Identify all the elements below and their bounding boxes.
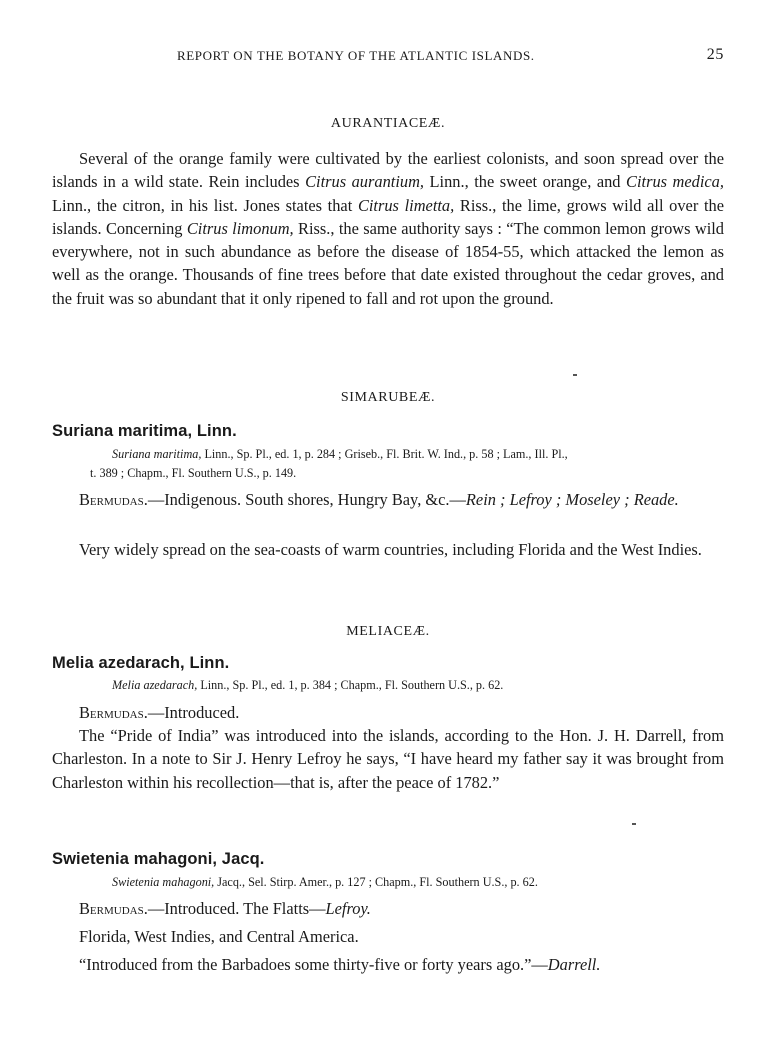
species-name-suriana: Suriana maritima, Linn. xyxy=(52,422,237,440)
print-speck xyxy=(632,823,636,825)
distribution-swietenia: Florida, West Indies, and Central America. xyxy=(79,927,359,946)
taxon-citrus-limetta: Citrus limetta, xyxy=(357,195,455,215)
page-number: 25 xyxy=(706,46,724,63)
note-melia: The “Pride of India” was introduced into the islands, according to the Hon. J. H. Darrell, from Charleston. In a note to Sir J. Henry Lefroy he says, “I have heard my father say it was brought from Charleston within his recollection—that is, after the peace of 1782.” xyxy=(52,726,724,792)
section-heading-aurantiaceae: AURANTIACEÆ. xyxy=(330,116,446,131)
print-speck xyxy=(573,374,577,376)
taxon-citrus-aurantium: Citrus aurantium, xyxy=(305,172,425,192)
reference-melia: Melia azedarach, Linn., Sp. Pl., ed. 1, p. 384 ; Chapm., Fl. Southern U.S., p. 62. xyxy=(112,678,504,692)
locality-melia: Bermudas.—Introduced. xyxy=(79,703,240,722)
running-title: REPORT ON THE BOTANY OF THE ATLANTIC ISLANDS. xyxy=(177,48,535,63)
section-heading-meliaceae: MELIACEÆ. xyxy=(346,624,430,639)
reference-suriana: Suriana maritima, Linn., Sp. Pl., ed. 1, p. 284 ; Griseb., Fl. Brit. W. Ind., p. 58 ; Lam., Ill. Pl., t. 389 ; Chapm., Fl. Southern U.S., p. 149. xyxy=(90,447,568,480)
reference-swietenia: Swietenia mahagoni, Jacq., Sel. Stirp. Amer., p. 127 ; Chapm., Fl. Southern U.S., p. 62. xyxy=(112,875,538,889)
species-name-melia: Melia azedarach, Linn. xyxy=(52,654,230,672)
paragraph-aurantiaceae: Several of the orange family were cultivated by the earliest colonists, and soon spread over the islands in a wild state. Rein includes Citrus aurantium, Linn., the sweet orange, and Citrus medica, Linn., the citron, in his list. Jones states that Citrus limetta, Riss., the lime, grows wild all over the islands. Concerning Citrus limonum, Riss., the same authority says : “The common lemon grows wild everywhere, not in such abundance as before the disease of 1854-55, which attacked the lemon as well as the orange. Thousands of fine trees before that date existed throughout the cedar groves, and the fruit was so abundant that it only ripened to fall and rot upon the ground. xyxy=(52,149,725,308)
locality-swietenia: Bermudas.—Introduced. The Flatts—Lefroy. xyxy=(79,899,371,918)
section-heading-simarubeae: SIMARUBEÆ. xyxy=(340,390,436,405)
quote-swietenia: “Introduced from the Barbadoes some thirty-five or forty years ago.”—Darrell. xyxy=(79,955,601,974)
taxon-citrus-limonum: Citrus limonum, xyxy=(186,218,294,238)
taxon-citrus-medica: Citrus medica, xyxy=(626,172,724,192)
locality-suriana: Bermudas.—Indigenous. South shores, Hungry Bay, &c.—Rein ; Lefroy ; Moseley ; Reade. xyxy=(79,490,679,509)
distribution-suriana: Very widely spread on the sea-coasts of warm countries, including Florida and the West Indies. xyxy=(79,540,702,559)
species-name-swietenia: Swietenia mahagoni, Jacq. xyxy=(52,850,265,868)
